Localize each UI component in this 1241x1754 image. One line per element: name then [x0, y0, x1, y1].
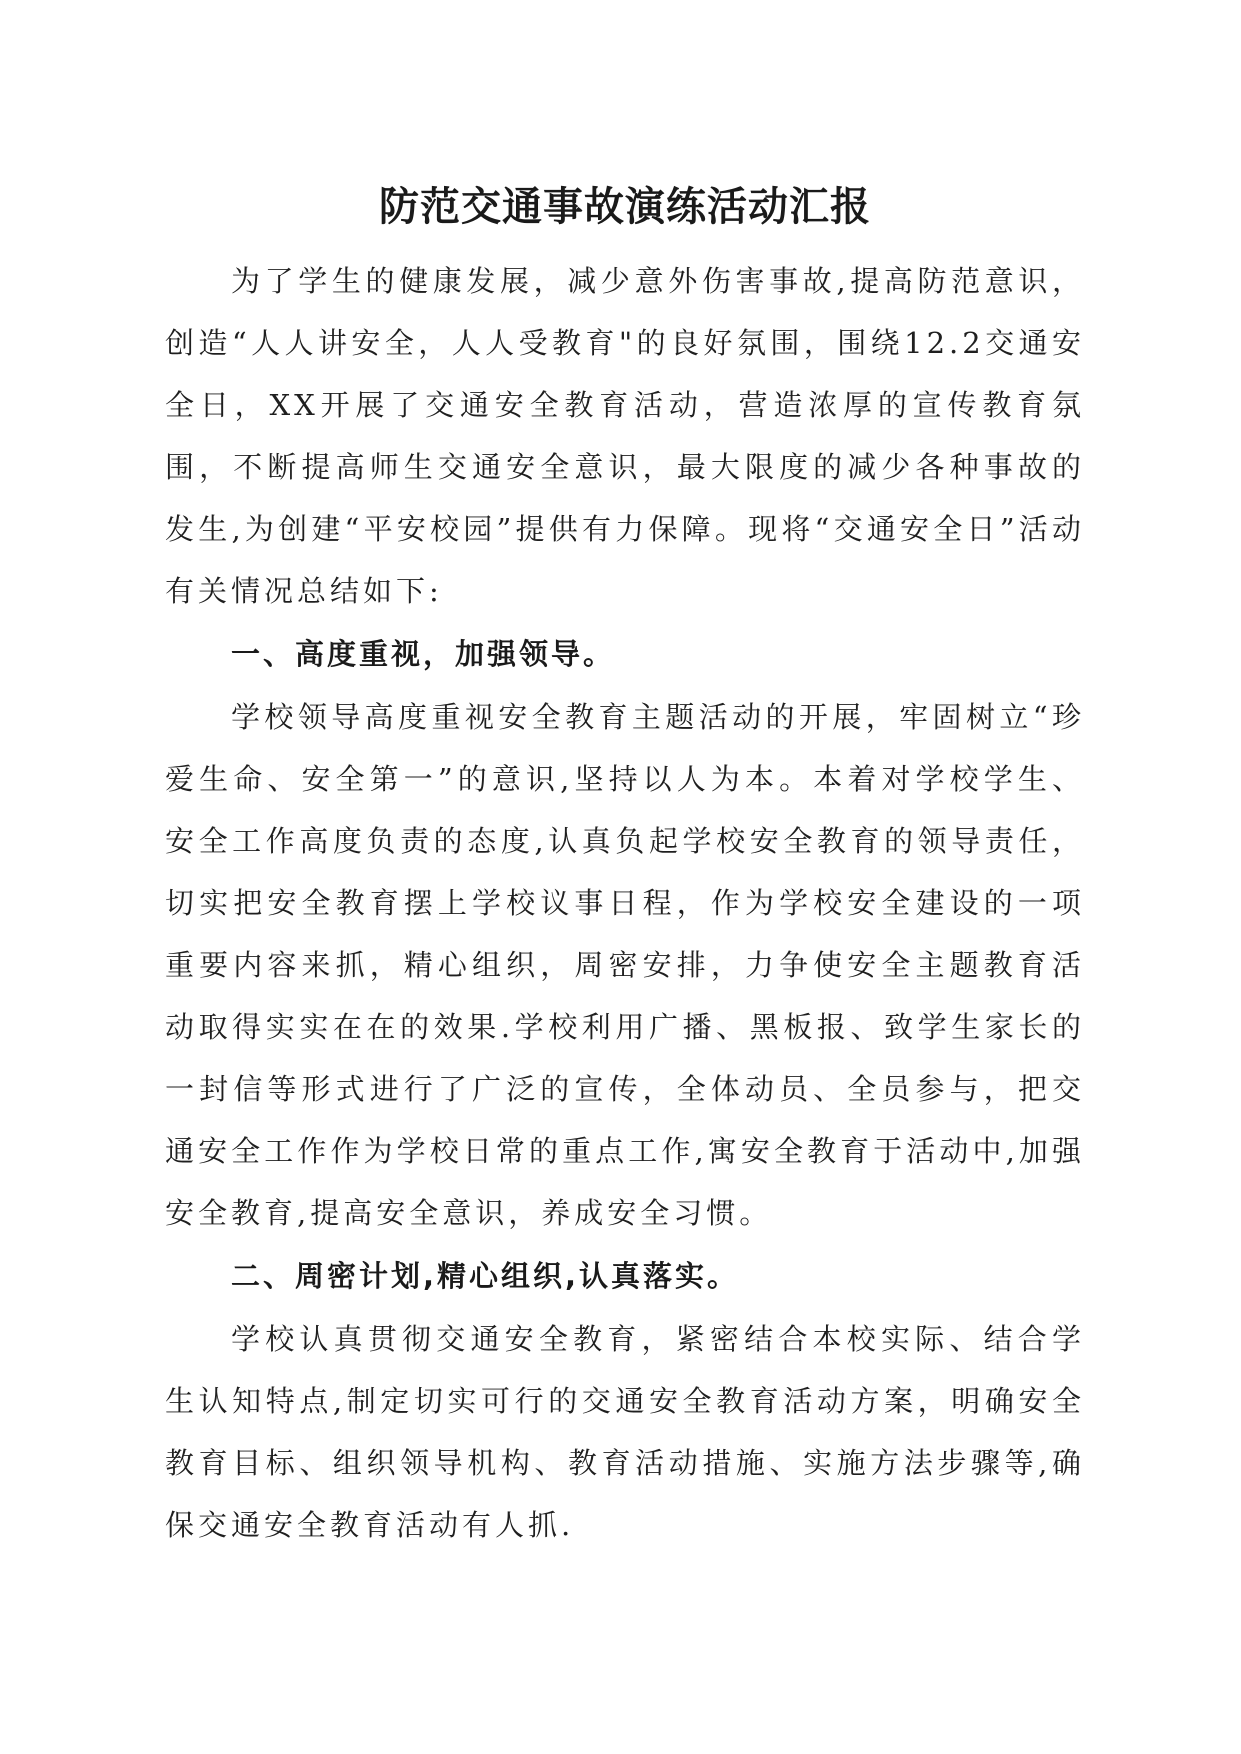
intro-paragraph: 为了学生的健康发展，减少意外伤害事故,提高防范意识，创造“人人讲安全，人人受教育"的良好氛围，围绕12.2交通安全日，XX开展了交通安全教育活动，营造浓厚的宣传教育氛围，不断提高师生交通安全意识，最大限度的减少各种事故的发生,为创建“平安校园”提供有力保障。现将“交通安全日”活动有关情况总结如下: — [165, 264, 1085, 608]
section-1-heading: 一、高度重视，加强领导。 — [231, 637, 616, 671]
section-1-body: 学校领导高度重视安全教育主题活动的开展，牢固树立“珍爱生命、安全第一”的意识,坚持以人为本。本着对学校学生、安全工作高度负责的态度,认真负起学校安全教育的领导责任，切实把安全教育摆上学校议事日程，作为学校安全建设的一项重要内容来抓，精心组织，周密安排，力争使安全主题教育活动取得实实在在的效果.学校利用广播、黑板报、致学生家长的一封信等形式进行了广泛的宣传，全体动员、全员参与，把交通安全工作作为学校日常的重点工作,寓安全教育于活动中,加强安全教育,提高安全意识，养成安全习惯。 — [165, 700, 1085, 1230]
document-page — [165, 170, 1085, 1556]
document-title: 防范交通事故演练活动汇报 — [379, 184, 871, 230]
section-2-body: 学校认真贯彻交通安全教育，紧密结合本校实际、结合学生认知特点,制定切实可行的交通安全教育活动方案，明确安全教育目标、组织领导机构、教育活动措施、实施方法步骤等,确保交通安全教育活动有人抓. — [165, 1322, 1085, 1542]
section-2-heading: 二、周密计划,精心组织,认真落实。 — [231, 1259, 740, 1293]
